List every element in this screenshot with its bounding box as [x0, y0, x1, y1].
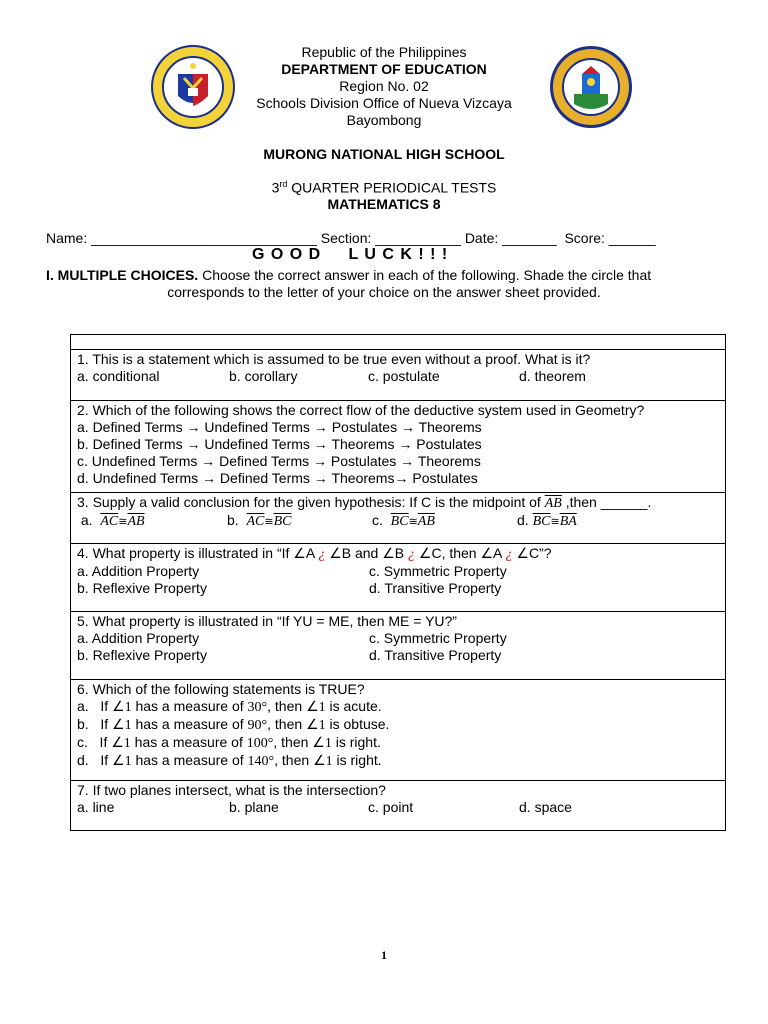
question-7 [71, 780, 725, 830]
choice-a: a. $\overline{AC}≅\overline{AB}$ [77, 512, 145, 529]
choice-a: a. Defined Terms → Undefined Terms → Postulates → Theorems [77, 419, 482, 435]
choice-b: b. Reflexive Property [77, 647, 207, 663]
question-stem: 5. What property is illustrated in “If YU = ME, then ME = YU?” [77, 613, 457, 629]
instructions-heading: I. MULTIPLE CHOICES. [46, 267, 199, 283]
choice-a: a. If ∠1 has a measure of 30°, then ∠1 is acute. [77, 698, 382, 715]
question-stem: 7. If two planes intersect, what is the intersection? [77, 782, 386, 798]
department-line: DEPARTMENT OF EDUCATION [281, 61, 487, 77]
choice-a: a. conditional [77, 368, 160, 384]
division-line: Schools Division Office of Nueva Vizcaya [256, 95, 512, 111]
question-stem: 6. Which of the following statements is TRUE? [77, 681, 365, 697]
choice-b: b. Reflexive Property [77, 580, 207, 596]
table-header-row [71, 335, 725, 349]
question-stem: 2. Which of the following shows the correct flow of the deductive system used in Geometry? [77, 402, 645, 418]
question-2 [71, 400, 725, 492]
question-6 [71, 679, 725, 780]
question-stem: 3. Supply a valid conclusion for the given hypothesis: If C is the midpoint of $\overline{AB}$ ,then ______. [77, 494, 652, 511]
choice-b: b. corollary [229, 368, 298, 384]
choice-d: d. theorem [519, 368, 586, 384]
choice-c: c. point [368, 799, 414, 815]
city-line: Bayombong [346, 112, 422, 128]
region-line: Region No. 02 [339, 78, 429, 94]
question-5 [71, 611, 725, 679]
question-3 [71, 492, 725, 543]
choice-d: d. space [519, 799, 572, 815]
instructions-line-2: corresponds to the letter of your choice on the answer sheet provided. [167, 284, 601, 300]
student-fields-line: Name: _____________________________ Section: ___________ Date: _______ Score: ______ [46, 230, 656, 246]
choice-d: d. $\overline{BC}≅\overline{BA}$ [517, 512, 577, 529]
question-4 [71, 543, 725, 611]
choice-a: a. Addition Property [77, 630, 200, 646]
choice-b: b. $\overline{AC}≅\overline{BC}$ [227, 512, 292, 529]
question-stem: 4. What property is illustrated in “If ∠A ¿ ∠B and ∠B ¿ ∠C, then ∠A ¿ ∠C”? [77, 545, 552, 562]
republic-line: Republic of the Philippines [301, 44, 467, 60]
choice-b: b. Defined Terms → Undefined Terms → Theorems → Postulates [77, 436, 482, 452]
choice-c: c. $\overline{BC}≅\overline{AB}$ [372, 512, 435, 529]
quarter-line: 3rd QUARTER PERIODICAL TESTS [271, 179, 497, 196]
choice-d: d. Transitive Property [369, 647, 502, 663]
choice-c: c. If ∠1 has a measure of 100°, then ∠1 is right. [77, 734, 381, 751]
choice-c: c. Undefined Terms → Defined Terms → Postulates → Theorems [77, 453, 481, 469]
choice-c: c. Symmetric Property [369, 630, 507, 646]
questions-table [70, 334, 726, 831]
choice-c: c. Symmetric Property [369, 563, 507, 579]
good-luck-banner: G O O D L U C K ! ! ! [252, 246, 449, 263]
choice-a: a. line [77, 799, 115, 815]
question-stem: 1. This is a statement which is assumed to be true even without a proof. What is it? [77, 351, 591, 367]
choice-d: d. Undefined Terms → Defined Terms → Theorems→ Postulates [77, 470, 478, 486]
choice-d: d. Transitive Property [369, 580, 502, 596]
choice-c: c. postulate [368, 368, 440, 384]
choice-a: a. Addition Property [77, 563, 200, 579]
instructions-line-1: I. MULTIPLE CHOICES. Choose the correct answer in each of the following. Shade the circle that [46, 267, 652, 283]
choice-b: b. If ∠1 has a measure of 90°, then ∠1 is obtuse. [77, 716, 390, 733]
choice-d: d. If ∠1 has a measure of 140°, then ∠1 is right. [77, 752, 382, 769]
choice-b: b. plane [229, 799, 279, 815]
question-1 [71, 349, 725, 400]
page-number: 1 [381, 948, 387, 962]
school-name: MURONG NATIONAL HIGH SCHOOL [263, 146, 505, 162]
subject-line: MATHEMATICS 8 [327, 196, 441, 212]
